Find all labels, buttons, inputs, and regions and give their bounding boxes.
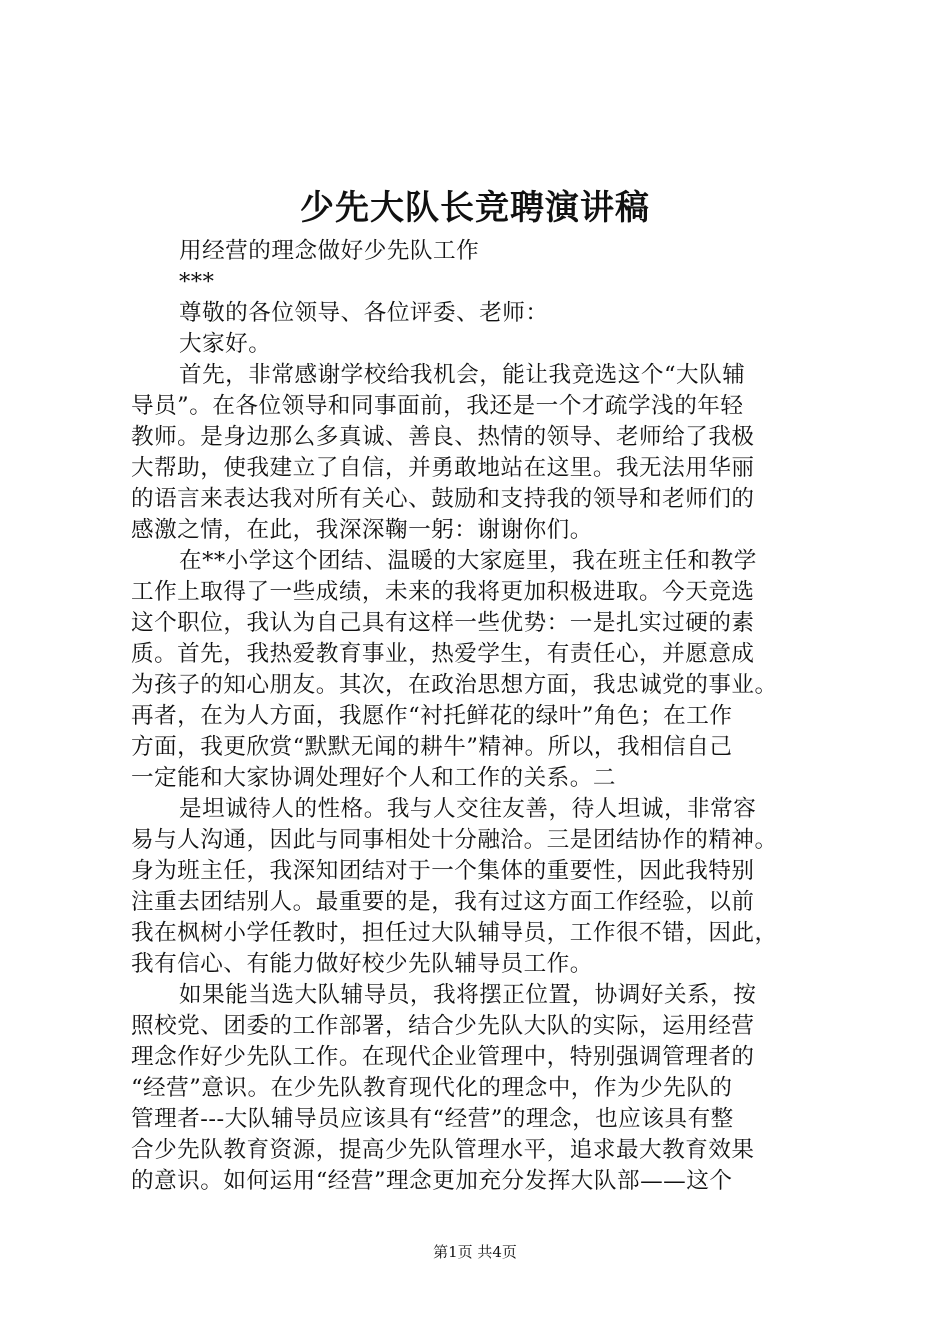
text-line: 工作上取得了一些成绩，未来的我将更加积极进取。今天竞选: [131, 579, 755, 605]
text-line: 方面，我更欣赏“默默无闻的耕牛”精神。所以，我相信自己: [131, 734, 733, 760]
text-line: 质。首先，我热爱教育事业，热爱学生，有责任心，并愿意成: [131, 641, 755, 667]
text-line: 这个职位，我认为自己具有这样一些优势：一是扎实过硬的素: [131, 610, 755, 636]
text-line: “经营”意识。在少先队教育现代化的理念中，作为少先队的: [131, 1075, 733, 1101]
text-line: 注重去团结别人。最重要的是，我有过这方面工作经验，以前: [131, 889, 755, 915]
text-line: 如果能当选大队辅导员，我将摆正位置，协调好关系，按: [179, 982, 757, 1008]
text-line: 导员”。在各位领导和同事面前，我还是一个才疏学浅的年轻: [131, 393, 744, 419]
text-line: 合少先队教育资源，提高少先队管理水平，追求最大教育效果: [131, 1137, 755, 1163]
text-line: 照校党、团委的工作部署，结合少先队大队的实际，运用经营: [131, 1013, 755, 1039]
text-line: 尊敬的各位领导、各位评委、老师：: [179, 300, 549, 326]
text-line: 我在枫树小学任教时，担任过大队辅导员，工作很不错，因此，: [131, 920, 778, 946]
page-footer: 第1页 共4页: [433, 1243, 517, 1261]
text-line: 教师。是身边那么多真诚、善良、热情的领导、老师给了我极: [131, 424, 755, 450]
text-line: 的意识。如何运用“经营”理念更加充分发挥大队部——这个: [131, 1168, 733, 1194]
text-line: 大家好。: [179, 331, 272, 357]
text-line: 感激之情，在此，我深深鞠一躬：谢谢你们。: [131, 517, 593, 543]
text-line: 再者，在为人方面，我愿作“衬托鲜花的绿叶”角色；在工作: [131, 703, 733, 729]
text-line: 身为班主任，我深知团结对于一个集体的重要性，因此我特别: [131, 858, 755, 884]
text-line: 在**小学这个团结、温暖的大家庭里，我在班主任和教学: [179, 548, 757, 574]
text-line: 的语言来表达我对所有关心、鼓励和支持我的领导和老师们的: [131, 486, 755, 512]
text-line: ***: [179, 269, 215, 295]
text-line: 我有信心、有能力做好校少先队辅导员工作。: [131, 951, 593, 977]
text-line: 首先，非常感谢学校给我机会，能让我竞选这个“大队辅: [179, 362, 746, 388]
document-body: [131, 236, 831, 1197]
text-line: 易与人沟通，因此与同事相处十分融洽。三是团结协作的精神。: [131, 827, 778, 853]
text-line: 理念作好少先队工作。在现代企业管理中，特别强调管理者的: [131, 1044, 755, 1070]
document-title: 少先大队长竞聘演讲稿: [300, 188, 650, 228]
text-line: 一定能和大家协调处理好个人和工作的关系。二: [131, 765, 616, 791]
text-line: 为孩子的知心朋友。其次，在政治思想方面，我忠诚党的事业。: [131, 672, 778, 698]
text-line: 用经营的理念做好少先队工作: [179, 238, 480, 264]
text-line: 是坦诚待人的性格。我与人交往友善，待人坦诚，非常容: [179, 796, 757, 822]
text-line: 管理者---大队辅导员应该具有“经营”的理念，也应该具有整: [131, 1106, 734, 1132]
text-line: 大帮助，使我建立了自信，并勇敢地站在这里。我无法用华丽: [131, 455, 755, 481]
